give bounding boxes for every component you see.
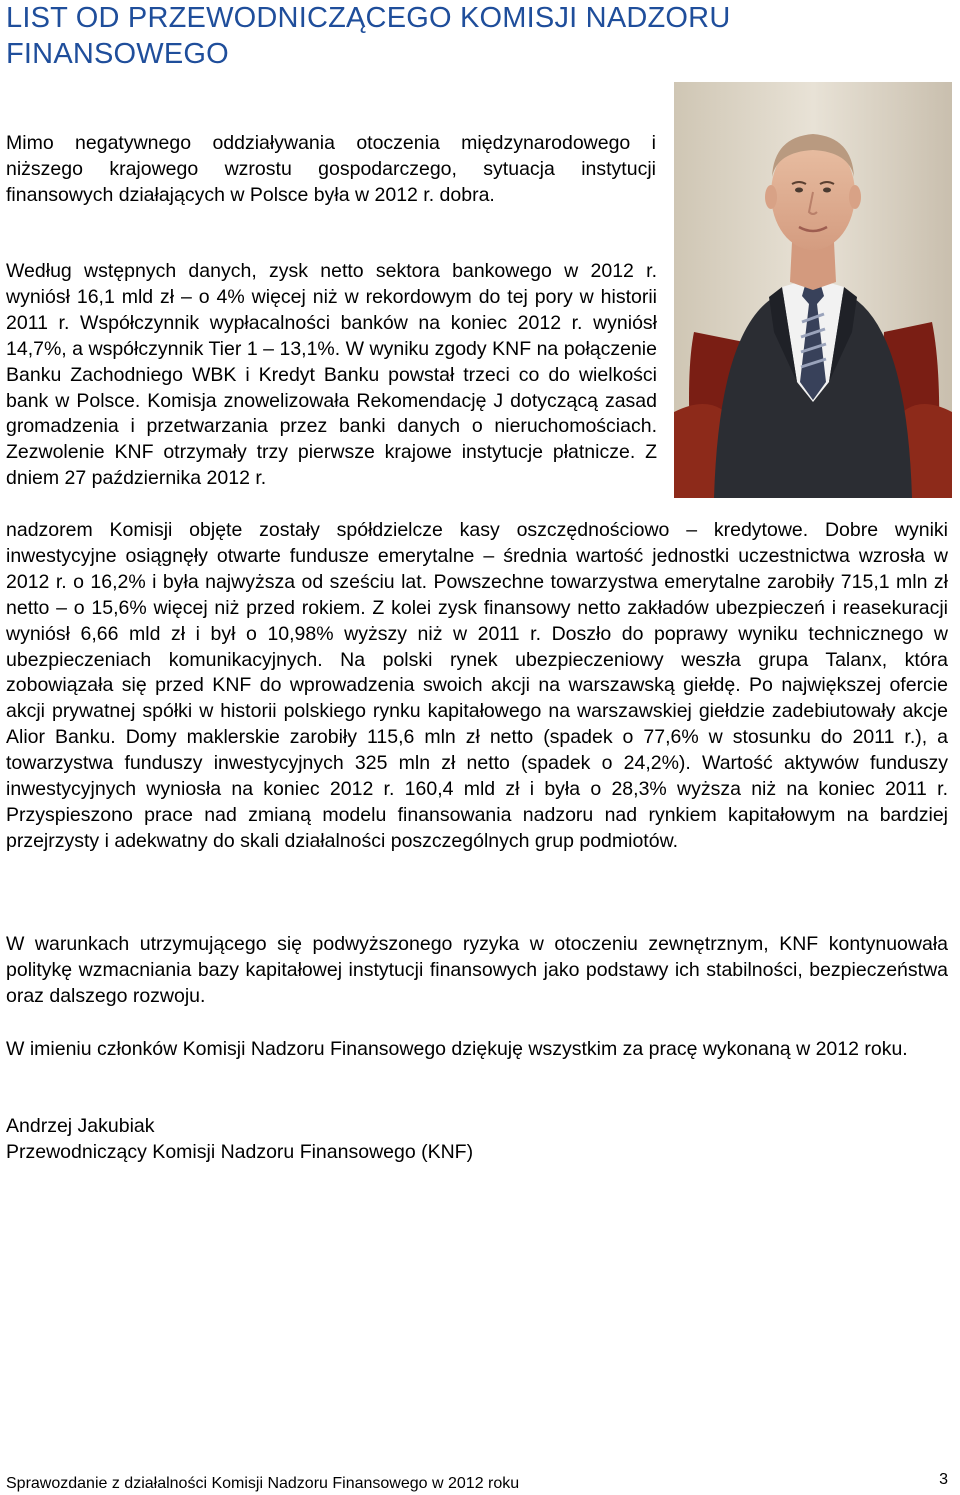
page-number: 3 [939, 1471, 948, 1488]
paragraph-intro: Mimo negatywnego oddziaływania otoczenia międzynarodowego i niższego krajowego wzrostu gospodarczego, sytuacja instytucji finansowych działających w Polsce była w 2012 r. dobra. [6, 132, 656, 206]
paragraph-risk: W warunkach utrzymującego się podwyższonego ryzyka w otoczeniu zewnętrznym, KNF kontynuowała politykę wzmacniania bazy kapitałowej instytucji finansowych jako podstawy ich stabilności, bezpieczeństwa oraz dalszego rozwoju. [6, 933, 948, 1007]
portrait-photo [674, 82, 952, 498]
paragraph-markets: nadzorem Komisji objęte zostały spółdzielcze kasy oszczędnościowo – kredytowe. Dobre wyniki inwestycyjne osiągnęły otwarte fundusze emerytalne – średnia wartość jednostki uczestnictwa wzrosła w 2012 r. o 16,2% i była najwyższa od sześciu lat. Powszechne towarzystwa emerytalne zarobiły 715,1 mln zł netto – o 15,6% więcej niż przed rokiem. Z kolei zysk finansowy netto zakładów ubezpieczeń i reasekuracji wyniósł 6,66 mld zł i był o 10,98% wyższy niż w 2011 r. Doszło do poprawy wyniku technicznego w ubezpieczeniach komunikacyjnych. Na polski rynek ubezpieczeniowy weszła grupa Talanx, która zobowiązała się przed KNF do wprowadzenia swoich akcji na warszawską giełdę. Po największej ofercie akcji prywatnej spółki w historii polskiego rynku kapitałowego na warszawskiej giełdzie zadebiutowały akcje Alior Banku. Domy maklerskie zarobiły 115,6 mln zł netto (spadek o 77,6% w stosunku do 2011 r.), a towarzystwa funduszy inwestycyjnych 325 mln zł netto (spadek o 24,2%). Wartość aktywów funduszy inwestycyjnych wyniosła na koniec 2012 r. 160,4 mld zł i była o 28,3% wyższa niż na koniec 2011 r. Przyspieszono prace nad zmianą modelu finansowania nadzoru nad rynkiem kapitałowym na bardziej przejrzysty i adekwatny do skali działalności poszczególnych grup podmiotów. [6, 519, 948, 852]
signature-name: Andrzej Jakubiak [6, 1115, 155, 1137]
paragraph-banking: Według wstępnych danych, zysk netto sektora bankowego w 2012 r. wyniósł 16,1 mld zł – o 4% więcej niż w rekordowym do tej pory w historii 2011 r. Współczynnik wypłacalności banków na koniec 2012 r. wyniósł 14,7%, a współczynnik Tier 1 – 13,1%. W wyniku zgody KNF na połączenie Banku Zachodniego WBK i Kredyt Banku powstał trzeci co do wielkości bank w Polsce. Komisja znowelizowała Rekomendację J dotyczącą zasad gromadzenia i przetwarzania przez banki danych o nieruchomościach. Zezwolenie KNF otrzymały trzy pierwsze krajowe instytucje płatnicze. Z dniem 27 października 2012 r. [6, 260, 657, 490]
signature-block [6, 1114, 473, 1166]
signature-role: Przewodniczący Komisji Nadzoru Finansowego (KNF) [6, 1140, 474, 1163]
page-title: LIST OD PRZEWODNICZĄCEGO KOMISJI NADZORU FINANSOWEGO [6, 2, 731, 70]
paragraph-thanks: W imieniu członków Komisji Nadzoru Finansowego dziękuję wszystkim za pracę wykonaną w 2012 roku. [6, 1038, 908, 1060]
footer-report-title: Sprawozdanie z działalności Komisji Nadzoru Finansowego w 2012 roku [6, 1475, 520, 1492]
